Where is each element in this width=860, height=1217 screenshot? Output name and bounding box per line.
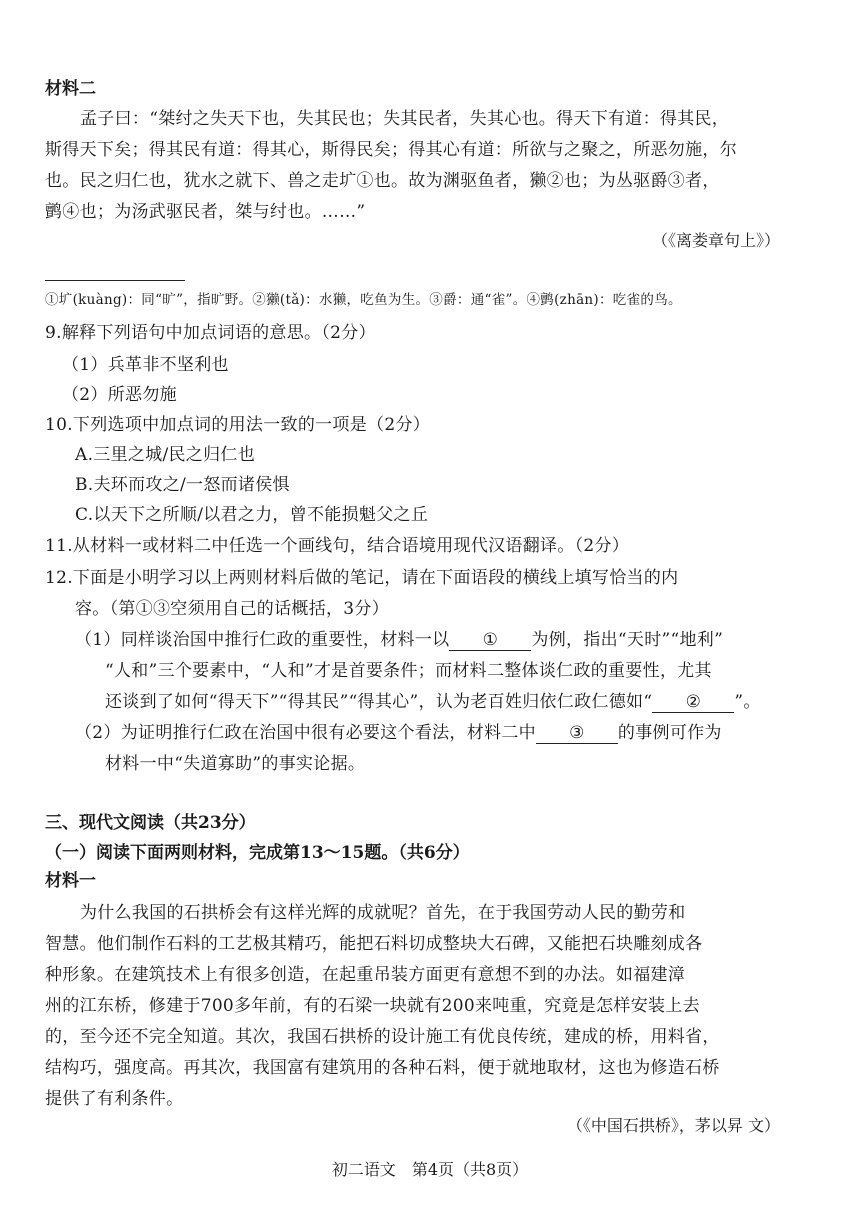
- material2-line-1: 孟子曰：“桀纣之失天下也，失其民也；失其民者，失其心也。得天下有道：得其民，: [80, 109, 730, 129]
- material2-line-2: 斯得天下矣；得其民有道：得其心，斯得民矣；得其心有道：所欲与之聚之，所恶勿施，尔: [45, 140, 737, 160]
- material1-line-1: 为什么我国的石拱桥会有这样光辉的成就呢？首先，在于我国劳动人民的勤劳和: [80, 903, 686, 923]
- material1-line-6: 结构巧，强度高。再其次，我国富有建筑用的各种石料，便于就地取材，这也为修造石桥: [45, 1058, 720, 1078]
- material2-source: （《离娄章句上》）: [651, 231, 780, 250]
- blank-2[interactable]: ②: [652, 692, 734, 713]
- question-9-item-2: （2）所恶勿施: [62, 385, 177, 405]
- q12-p1-line3-text-b: ”。: [734, 692, 761, 712]
- footnote-divider: [45, 280, 185, 281]
- section-3-subheading: （一）阅读下面两则材料，完成第13～15题。（共6分）: [45, 843, 470, 863]
- material1-source: （《中国石拱桥》，茅以昇 文）: [566, 1116, 780, 1135]
- material1-heading: 材料一: [45, 871, 96, 891]
- material2-line-4: 鹯④也；为汤武驱民者，桀与纣也。……”: [45, 202, 366, 222]
- blank-1[interactable]: ①: [449, 630, 531, 651]
- q12-p1-line3-text-a: 还谈到了如何“得天下”“得其民”“得其心”，认为老百姓归依仁政仁德如“: [105, 692, 653, 712]
- question-10-option-c: C.以天下之所顺/以君之力，曾不能损魁父之丘: [75, 505, 429, 525]
- question-12-part-2-line-1: [75, 718, 722, 744]
- section-3-heading: 三、现代文阅读（共23分）: [45, 813, 256, 833]
- question-10-option-a: A.三里之城/民之归仁也: [75, 445, 256, 465]
- material1-line-3: 种形象。在建筑技术上有很多创造，在起重吊装方面更有意想不到的办法。如福建漳: [45, 965, 686, 985]
- blank-3[interactable]: ③: [536, 723, 618, 744]
- material2-line-3: 也。民之归仁也，犹水之就下、兽之走圹①也。故为渊驱鱼者，獭②也；为丛驱爵③者，: [45, 171, 720, 191]
- question-9-stem: 9.解释下列语句中加点词语的意思。（2分）: [45, 323, 376, 343]
- q12-p2-text-a: （2）为证明推行仁政在治国中很有必要这个看法，材料二中: [75, 723, 536, 743]
- question-11-stem: 11.从材料一或材料二中任选一个画线句，结合语境用现代汉语翻译。（2分）: [45, 536, 630, 556]
- footnote: ①圹(kuàng)：同“旷”，指旷野。②獭(tǎ)：水獭，吃鱼为生。③爵：通“雀”。④鹯(zhān)：吃雀的鸟。: [45, 292, 682, 308]
- question-12-stem-line-1: 12.下面是小明学习以上两则材料后做的笔记，请在下面语段的横线上填写恰当的内: [45, 568, 679, 588]
- material1-line-7: 提供了有利条件。: [45, 1089, 184, 1109]
- question-10-option-b: B.夫环而攻之/一怒而诸侯惧: [75, 475, 290, 495]
- q12-p1-text-b: 为例，指出“天时”“地利”: [531, 630, 724, 650]
- question-9-item-1: （1）兵革非不坚利也: [62, 355, 229, 375]
- question-10-stem: 10.下列选项中加点词的用法一致的一项是（2分）: [45, 415, 431, 435]
- material1-line-2: 智慧。他们制作石料的工艺极其精巧，能把石料切成整块大石碑，又能把石块雕刻成各: [45, 934, 703, 954]
- question-12-part-1-line-2: “人和”三个要素中，“人和”才是首要条件；而材料二整体谈仁政的重要性，尤其: [105, 661, 712, 681]
- material1-line-5: 的，至今还不完全知道。其次，我国石拱桥的设计施工有优良传统，建成的桥，用料省，: [45, 1027, 720, 1047]
- material1-line-4: 州的江东桥，修建于700多年前，有的石梁一块就有200来吨重，究竟是怎样安装上去: [45, 996, 700, 1016]
- material2-heading: 材料二: [45, 79, 96, 99]
- question-12-stem-line-2: 容。（第①③空须用自己的话概括，3分）: [75, 599, 390, 619]
- page-footer: 初二语文 第4页（共8页）: [331, 1160, 529, 1179]
- q12-p2-text-b: 的事例可作为: [617, 723, 722, 743]
- question-12-part-1-line-3: [105, 687, 761, 713]
- question-12-part-2-line-2: 材料一中“失道寡助”的事实论据。: [105, 754, 366, 774]
- q12-p1-text-a: （1）同样谈治国中推行仁政的重要性，材料一以: [75, 630, 450, 650]
- question-12-part-1-line-1: [75, 625, 723, 651]
